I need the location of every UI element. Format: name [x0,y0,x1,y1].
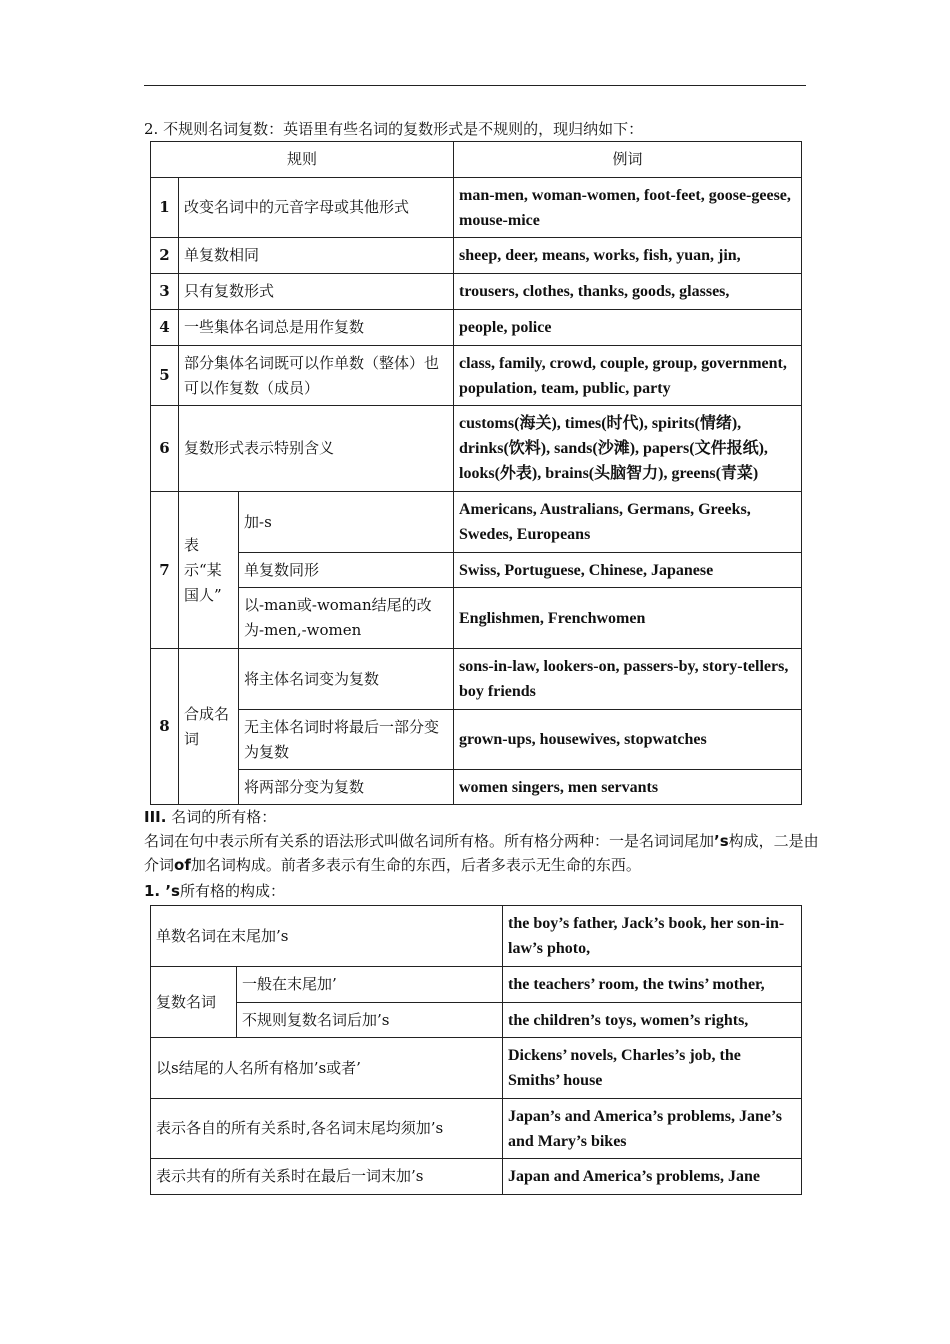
para-text: 名词在句中表示所有关系的语法形式叫做名词所有格。所有格分两种：一是名词词尾加 [144,832,715,850]
para-text: 加名词构成。前者多表示有生命的东西，后者多表示无生命的东西。 [190,856,641,874]
section-title-text: 名词的所有格： [166,808,277,826]
rule-cell: 只有复数形式 [179,274,454,310]
table-header-row [151,142,802,178]
table-row [151,906,802,967]
group-label-cell: 合成名词 [179,649,239,805]
example-cell: Dickens’ novels, Charles’s job, the Smiths’ house [503,1038,802,1099]
rule-cell: 一般在末尾加’ [237,967,503,1003]
table-row [151,178,802,238]
section-paragraph [144,829,824,877]
rule-cell: 部分集体名词既可以作单数（整体）也可以作复数（成员） [179,346,454,406]
table-row [151,346,802,406]
example-cell: customs(海关), times(时代), spirits(情绪), drinks(饮料), sands(沙滩), papers(文件报纸), looks(外表), brains(头脑智力), greens(青菜) [454,406,802,492]
table-row [151,588,802,649]
group-label-cell: 复数名词 [151,967,237,1038]
example-cell: Japan’s and America’s problems, Jane’s and Mary’s bikes [503,1099,802,1159]
table-row [151,710,802,770]
example-cell: the teachers’ room, the twins’ mother, [503,967,802,1003]
example-cell: Americans, Australians, Germans, Greeks, Swedes, Europeans [454,492,802,553]
example-cell: sheep, deer, means, works, fish, yuan, jin, [454,238,802,274]
possessive-table [150,905,802,1195]
table-row [151,553,802,588]
example-cell: class, family, crowd, couple, group, government, population, team, public, party [454,346,802,406]
table-row [151,274,802,310]
rule-cell: 将两部分变为复数 [239,770,454,805]
table-row [151,238,802,274]
para-mark: of [174,856,191,874]
subsection-text: 所有格的构成： [179,882,285,900]
example-cell: Englishmen, Frenchwomen [454,588,802,649]
table-row [151,967,802,1003]
row-number: 2 [151,238,179,274]
row-number: 6 [151,406,179,492]
row-number: 4 [151,310,179,346]
rule-cell: 无主体名词时将最后一部分变为复数 [239,710,454,770]
table-row [151,1038,802,1099]
table-row [151,1159,802,1195]
example-cell: Swiss, Portuguese, Chinese, Japanese [454,553,802,588]
section-number: III. [144,808,167,826]
row-number: 3 [151,274,179,310]
row-number: 8 [151,649,179,805]
rule-cell: 将主体名词变为复数 [239,649,454,710]
example-cell: the children’s toys, women’s rights, [503,1003,802,1038]
table-row [151,770,802,805]
row-number: 7 [151,492,179,649]
irregular-plural-table [150,141,802,805]
rule-cell: 不规则复数名词后加’s [237,1003,503,1038]
rule-cell: 复数形式表示特别含义 [179,406,454,492]
header-rule-cell: 规则 [151,142,454,178]
example-cell: grown-ups, housewives, stopwatches [454,710,802,770]
example-cell: people, police [454,310,802,346]
table-row [151,492,802,553]
row-number: 5 [151,346,179,406]
subsection-number: 1. ’s [144,882,180,900]
row-number: 1 [151,178,179,238]
para-mark: ’s [714,832,729,850]
rule-cell: 表示共有的所有关系时在最后一词末加’s [151,1159,503,1195]
header-rule [144,85,806,86]
header-example-cell: 例词 [454,142,802,178]
rule-cell: 单复数相同 [179,238,454,274]
rule-cell: 表示各自的所有关系时,各名词末尾均须加’s [151,1099,503,1159]
subsection-title [144,879,824,903]
rule-cell: 以s结尾的人名所有格加’s或者’ [151,1038,503,1099]
rule-cell: 改变名词中的元音字母或其他形式 [179,178,454,238]
example-cell: sons-in-law, lookers-on, passers-by, story-tellers, boy friends [454,649,802,710]
example-cell: women singers, men servants [454,770,802,805]
table-row [151,1099,802,1159]
table-row [151,310,802,346]
para-text: 构成，二是由介词 [144,832,819,874]
rule-cell: 以-man或-woman结尾的改为-men,-women [239,588,454,649]
group-label-cell: 表示“某国人” [179,492,239,649]
rule-cell: 加-s [239,492,454,553]
section-title [144,805,824,829]
example-cell: Japan and America’s problems, Jane [503,1159,802,1195]
table-row [151,406,802,492]
rule-cell: 单复数同形 [239,553,454,588]
example-cell: man-men, woman-women, foot-feet, goose-geese, mouse-mice [454,178,802,238]
table-row [151,649,802,710]
example-cell: the boy’s father, Jack’s book, her son-in-law’s photo, [503,906,802,967]
rule-cell: 一些集体名词总是用作复数 [179,310,454,346]
rule-cell: 单数名词在末尾加’s [151,906,503,967]
intro-line: 2. 不规则名词复数：英语里有些名词的复数形式是不规则的，现归纳如下： [144,120,644,138]
table-row [151,1003,802,1038]
example-cell: trousers, clothes, thanks, goods, glasses, [454,274,802,310]
